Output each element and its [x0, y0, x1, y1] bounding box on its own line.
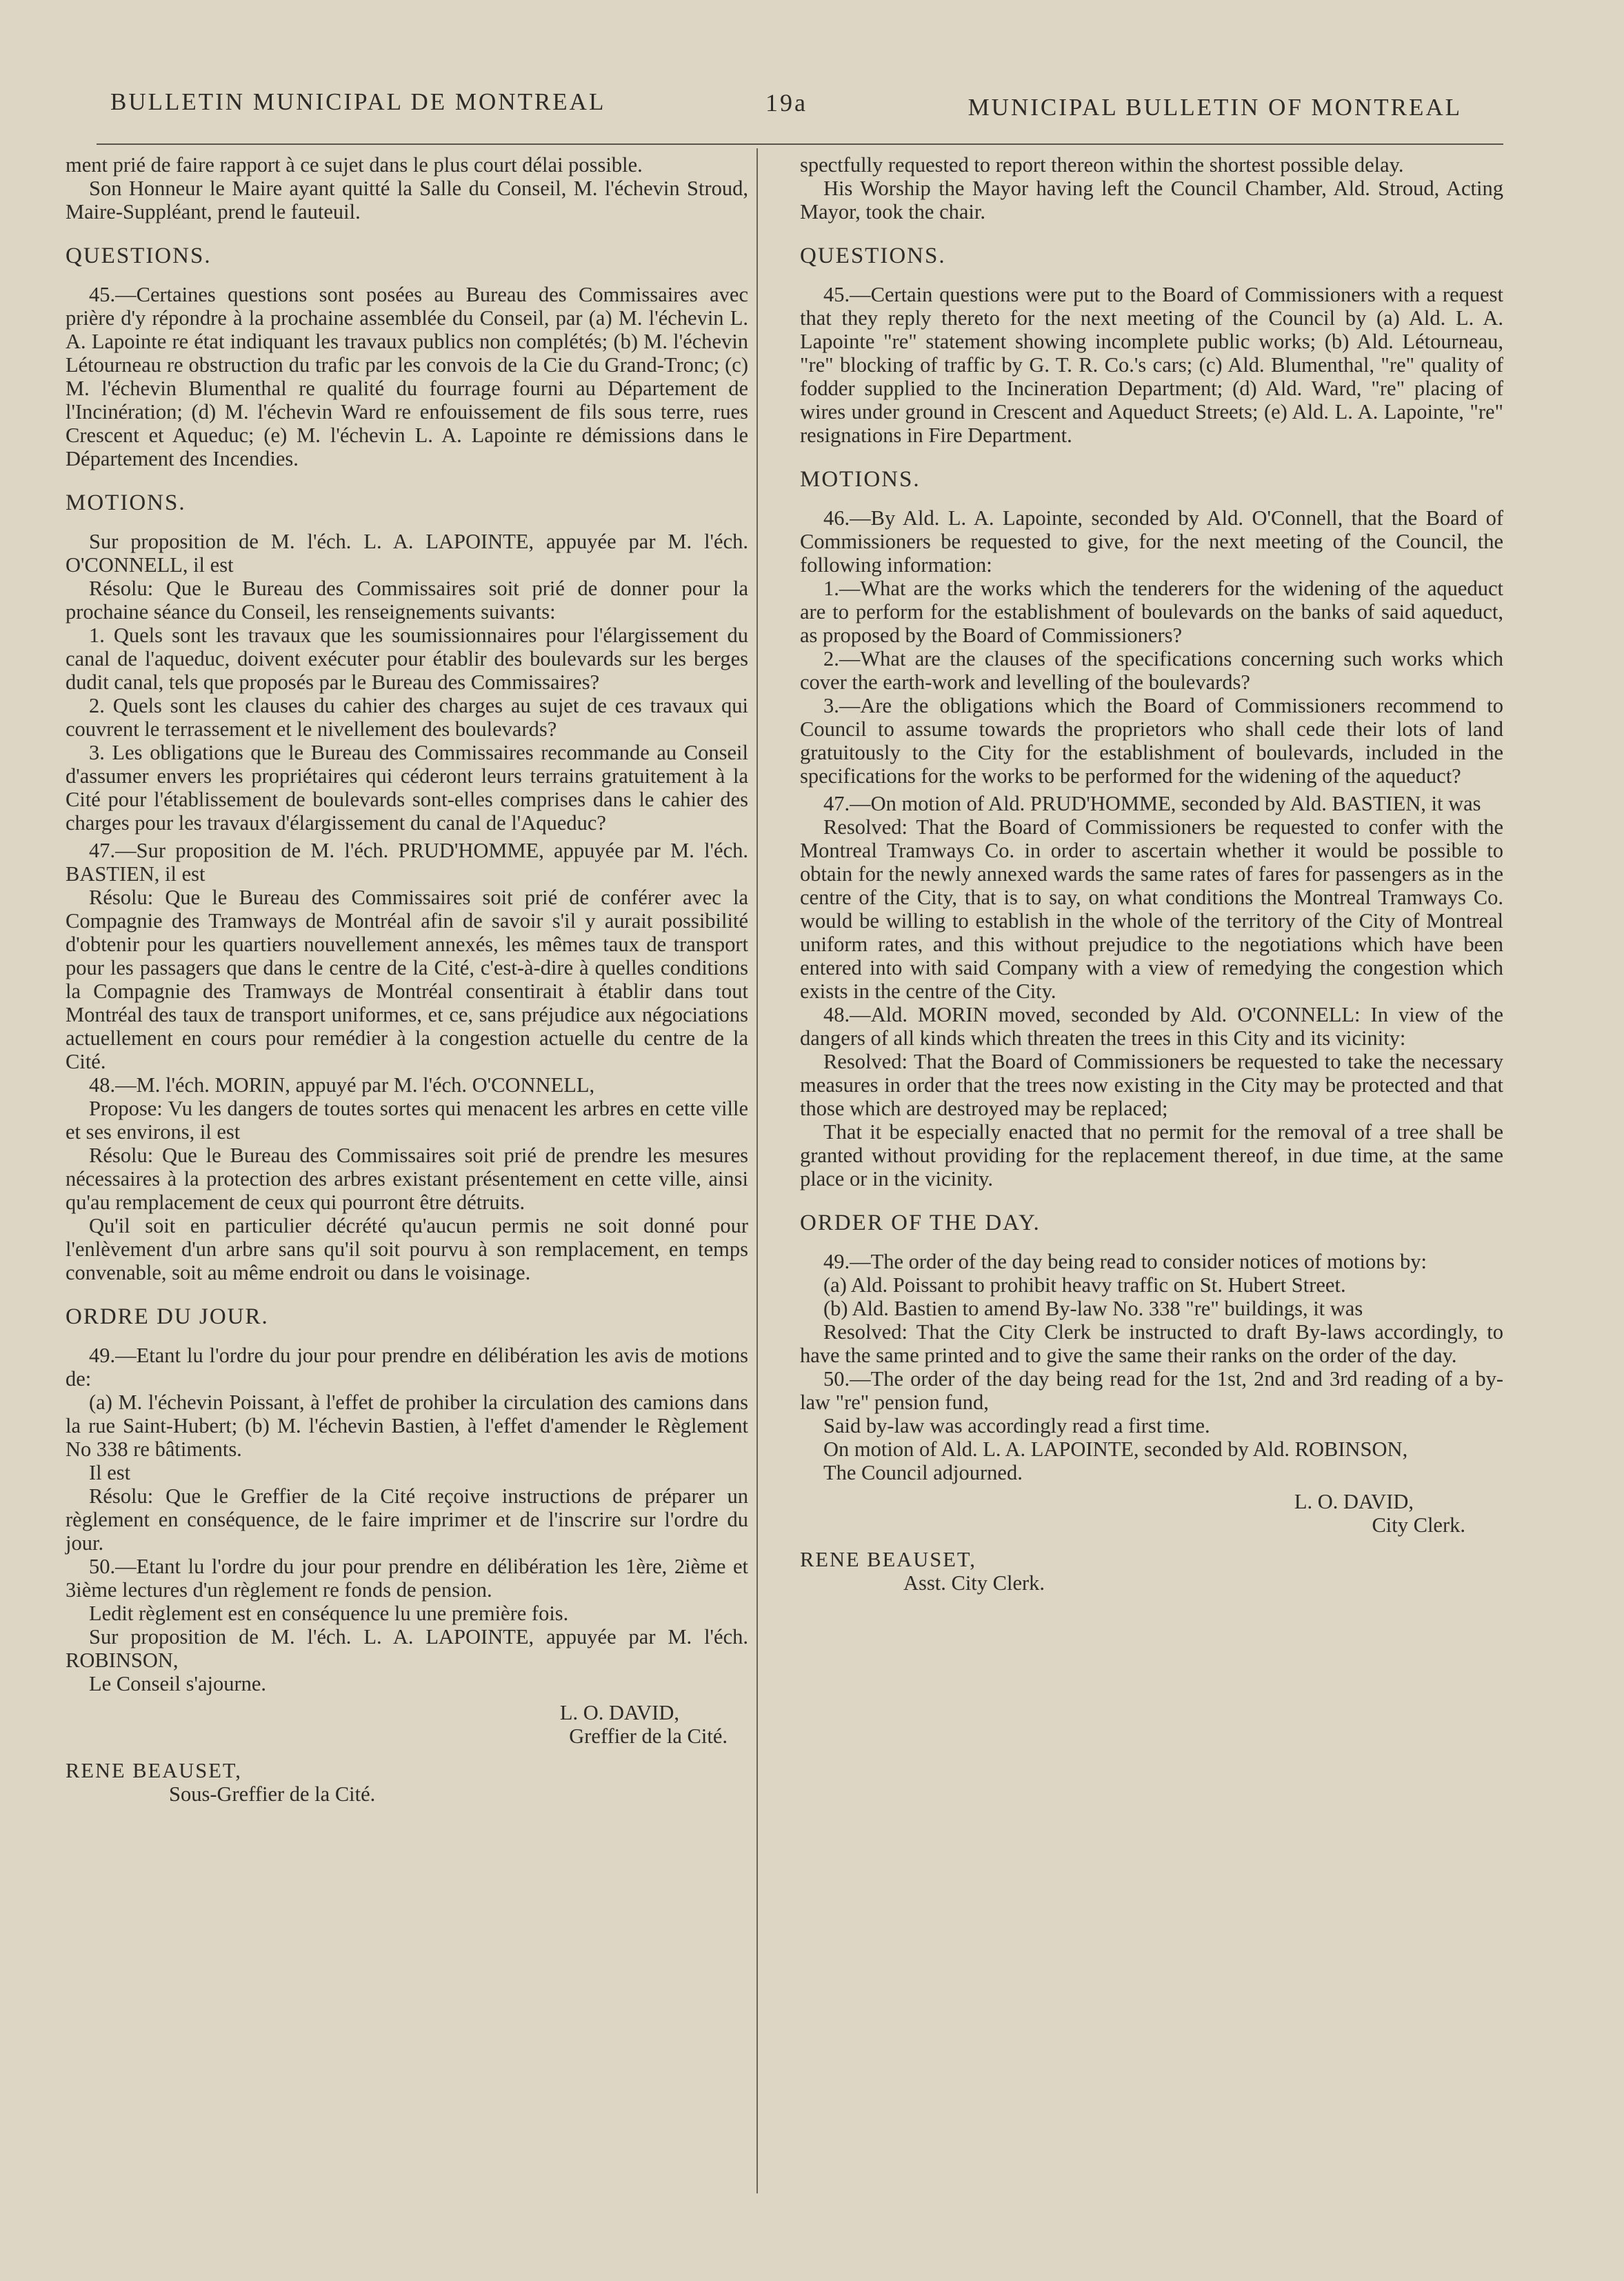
fr-order-50-motion: Sur proposition de M. l'éch. L. A. LAPOINTE, appuyée par M. l'éch. ROBINSON,: [66, 1625, 748, 1672]
en-motion-47-intro: 47.—On motion of Ald. PRUD'HOMME, seconded by Ald. BASTIEN, it was: [823, 792, 1481, 815]
fr-motion-48-enacted: Qu'il soit en particulier décrété qu'aucun permis ne soit donné pour l'enlèvement d'un arbre sans qu'il soit pourvu à son remplacement, en temps convenable, soit au même endroit ou dans le voisinage.: [66, 1214, 748, 1284]
fr-order-49-items: (a) M. l'échevin Poissant, à l'effet de prohiber la circulation des camions dans la rue Saint-Hubert; (b) M. l'échevin Bastien, à l'effet d'amender le Règlement No 338 re bâtiments.: [66, 1391, 748, 1461]
en-motion-46-item-3: 3.—Are the obligations which the Board of Commissioners recommend to Council to assume towards the proprietors who shall cede their lots of land gratuitously to the City for the establishment of boulevards, included in the specifications for the works to be performed for the widening of the aqueduct?: [800, 694, 1503, 788]
header-rule: [97, 143, 1503, 145]
en-order-50-read: Said by-law was accordingly read a first time.: [823, 1414, 1210, 1437]
french-column: [66, 153, 748, 1806]
en-order-49-item-b: (b) Ald. Bastien to amend By-law No. 338 "re" buildings, it was: [823, 1297, 1363, 1320]
fr-para-2: Son Honneur le Maire ayant quitté la Salle du Conseil, M. l'échevin Stroud, Maire-Suppléant, prend le fauteuil.: [66, 177, 748, 223]
fr-heading-questions: QUESTIONS.: [66, 243, 212, 268]
en-order-49-resolved: Resolved: That the City Clerk be instructed to draft By-laws accordingly, to have the same printed and to give the same their ranks on the order of the day.: [800, 1320, 1503, 1367]
fr-signature2-title: Sous-Greffier de la Cité.: [169, 1782, 376, 1806]
en-heading-order: ORDER OF THE DAY.: [800, 1211, 1041, 1235]
fr-motion-46-resolved: Résolu: Que le Bureau des Commissaires soit prié de donner pour la prochaine séance du Conseil, les renseignements suivants:: [66, 577, 748, 624]
en-motion-47-resolved: Resolved: That the Board of Commissioners be requested to confer with the Montreal Tramways Co. in order to ascertain whether it would be possible to obtain for the newly annexed wards the same rates of fares for passengers as in the centre of the City, that is to say, on what conditions the Montreal Tramways Co. would be willing to establish in the whole of the territory of the City of Montreal uniform rates, and this without prejudice to the negotiations which have been entered into with said Company with a view of remedying the congestion which exists in the centre of the City.: [800, 815, 1503, 1003]
fr-question-45: 45.—Certaines questions sont posées au Bureau des Commissaires avec prière d'y répondre à la prochaine assemblée du Conseil, par (a) M. l'échevin L. A. Lapointe re état indiquant les travaux publics non complétés; (b) M. l'échevin Létourneau re obstruction du trafic par les convois de la Cie du Grand-Tronc; (c) M. l'échevin Blumenthal re qualité du fourrage fourni au Département de l'Incinération; (d) M. l'échevin Ward re enfouissement de fils sous terre, rues Crescent et Aqueduc; (e) M. l'échevin L. A. Lapointe re démissions dans le Département des Incendies.: [66, 283, 748, 470]
en-motion-48-enacted: That it be especially enacted that no permit for the removal of a tree shall be granted without providing for the replacement thereof, in due time, at the same place or in the vicinity.: [800, 1120, 1503, 1191]
fr-order-50-intro: 50.—Etant lu l'ordre du jour pour prendre en délibération les 1ère, 2ième et 3ième lectures d'un règlement re fonds de pension.: [66, 1555, 748, 1602]
en-order-49-intro: 49.—The order of the day being read to consider notices of motions by:: [823, 1250, 1427, 1273]
fr-order-50-read: Ledit règlement est en conséquence lu une première fois.: [89, 1602, 569, 1625]
en-para-1: spectfully requested to report thereon within the shortest possible delay.: [800, 153, 1404, 177]
header-title-en: MUNICIPAL BULLETIN OF MONTREAL: [968, 94, 1462, 121]
fr-order-49-resolved: Résolu: Que le Greffier de la Cité reçoive instructions de préparer un règlement en conséquence, de le faire imprimer et de l'inscrire sur l'ordre du jour.: [66, 1484, 748, 1555]
fr-order-49-intro: 49.—Etant lu l'ordre du jour pour prendre en délibération les avis de motions de:: [66, 1344, 748, 1391]
fr-heading-ordre: ORDRE DU JOUR.: [66, 1304, 269, 1329]
fr-motion-46-item-2: 2. Quels sont les clauses du cahier des charges au sujet de ces travaux qui couvrent le terrassement et le nivellement des boulevards?: [66, 694, 748, 741]
fr-motion-48-resolved: Résolu: Que le Bureau des Commissaires soit prié de prendre les mesures nécessaires à la protection des arbres existant présentement en cette ville, ainsi qu'au remplacement de ceux qui pourront être détruits.: [66, 1144, 748, 1214]
fr-order-49-il-est: Il est: [89, 1461, 131, 1484]
fr-para-1: ment prié de faire rapport à ce sujet dans le plus court délai possible.: [66, 153, 643, 177]
en-question-45: 45.—Certain questions were put to the Board of Commissioners with a request that they reply thereto for the next meeting of the Council by (a) Ald. L. A. Lapointe "re" statement showing incomplete public works; (b) Ald. Létourneau, "re" blocking of traffic by G. T. R. Co.'s cars; (c) Ald. Blumenthal, "re" quality of fodder supplied to the Incineration Department; (d) Ald. Ward, "re" placing of wires under ground in Crescent and Aqueduct Streets; (e) Ald. L. A. Lapointe, "re" resignations in Fire Department.: [800, 283, 1503, 447]
en-motion-46-item-1: 1.—What are the works which the tenderers for the widening of the aqueduct are to perform for the establishment of boulevards on the banks of said aqueduct, as proposed by the Board of Commissioners?: [800, 577, 1503, 647]
fr-motion-48-intro: 48.—M. l'éch. MORIN, appuyé par M. l'éch. O'CONNELL,: [89, 1073, 595, 1097]
fr-motion-46-item-3: 3. Les obligations que le Bureau des Commissaires recommande au Conseil d'assumer envers les propriétaires qui céderont leurs terrains gratuitement à la Cité pour l'établissement de boulevards sont-elles comprises dans le cahier des charges pour les travaux d'élargissement du canal de l'Aqueduc?: [66, 741, 748, 835]
en-motion-48-resolved: Resolved: That the Board of Commissioners be requested to take the necessary measures in order that the trees now existing in the City may be protected and that those which are destroyed may be replaced;: [800, 1050, 1503, 1120]
fr-signature-title: Greffier de la Cité.: [569, 1724, 728, 1748]
fr-signature-name: L. O. DAVID,: [559, 1701, 679, 1724]
en-order-50-adjourn: The Council adjourned.: [823, 1461, 1023, 1484]
fr-signature2-name: RENE BEAUSET,: [66, 1759, 242, 1782]
en-order-50-motion: On motion of Ald. L. A. LAPOINTE, seconded by Ald. ROBINSON,: [823, 1437, 1408, 1461]
en-signature2-title: Asst. City Clerk.: [903, 1571, 1045, 1595]
fr-order-50-adjourn: Le Conseil s'ajourne.: [89, 1672, 267, 1695]
column-divider: [756, 148, 758, 2193]
en-para-2: His Worship the Mayor having left the Council Chamber, Ald. Stroud, Acting Mayor, took the chair.: [800, 177, 1503, 223]
en-signature-title: City Clerk.: [1372, 1513, 1465, 1537]
fr-heading-motions: MOTIONS.: [66, 490, 186, 515]
english-column: [800, 153, 1503, 1595]
en-signature-name: L. O. DAVID,: [1294, 1490, 1414, 1513]
fr-motion-47-intro: 47.—Sur proposition de M. l'éch. PRUD'HOMME, appuyée par M. l'éch. BASTIEN, il est: [66, 839, 748, 886]
en-motion-48-intro: 48.—Ald. MORIN moved, seconded by Ald. O'CONNELL: In view of the dangers of all kinds which threaten the trees in this City and its vicinity:: [800, 1003, 1503, 1050]
en-signature2-name: RENE BEAUSET,: [800, 1548, 976, 1571]
header-title-fr: BULLETIN MUNICIPAL DE MONTREAL: [110, 88, 606, 115]
fr-motion-46-item-1: 1. Quels sont les travaux que les soumissionnaires pour l'élargissement du canal de l'aqueduc, doivent exécuter pour établir des boulevards sur les berges dudit canal, tels que proposés par le Bureau des Commissaires?: [66, 624, 748, 694]
fr-motion-48-propose: Propose: Vu les dangers de toutes sortes qui menacent les arbres en cette ville et ses environs, il est: [66, 1097, 748, 1144]
page-number: 19a: [765, 89, 808, 117]
en-order-49-item-a: (a) Ald. Poissant to prohibit heavy traffic on St. Hubert Street.: [823, 1273, 1346, 1297]
en-heading-motions: MOTIONS.: [800, 467, 921, 492]
en-motion-46-item-2: 2.—What are the clauses of the specifications concerning such works which cover the earth-work and levelling of the boulevards?: [800, 647, 1503, 694]
fr-motion-47-resolved: Résolu: Que le Bureau des Commissaires soit prié de conférer avec la Compagnie des Tramways de Montréal afin de savoir s'il y aurait possibilité d'obtenir pour les quartiers nouvellement annexés, les mêmes taux de transport pour les passagers que dans le centre de la Cité, c'est-à-dire à quelles conditions la Compagnie des Tramways de Montréal consentirait à établir dans tout Montréal des taux de transport uniformes, et ce, sans préjudice aux négociations actuellement en cours pour remédier à la congestion actuelle du centre de la Cité.: [66, 886, 748, 1073]
fr-motion-46-intro: Sur proposition de M. l'éch. L. A. LAPOINTE, appuyée par M. l'éch. O'CONNELL, il est: [66, 530, 748, 577]
en-motion-46: 46.—By Ald. L. A. Lapointe, seconded by Ald. O'Connell, that the Board of Commissioners be requested to give, for the next meeting of the Council, the following information:: [800, 506, 1503, 577]
page-header: [103, 88, 1483, 130]
en-order-50-intro: 50.—The order of the day being read for the 1st, 2nd and 3rd reading of a by-law "re" pension fund,: [800, 1367, 1503, 1414]
en-heading-questions: QUESTIONS.: [800, 243, 946, 268]
